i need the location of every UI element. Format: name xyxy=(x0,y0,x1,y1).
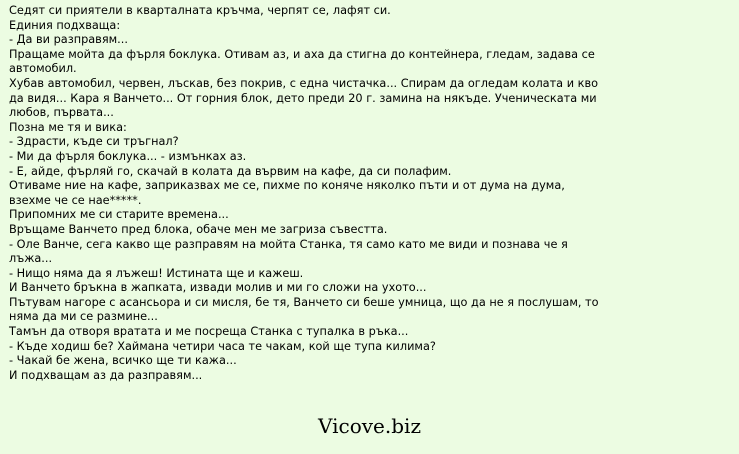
joke-line: - Е, айде, фърляй го, скачай в колата да вървим на кафе, да си полафим. xyxy=(9,164,452,178)
joke-line: Отиваме ние на кафе, заприказвах ме се, пихме по коняче няколко пъти и от дума на дума, xyxy=(9,179,565,193)
joke-line: И подхващам аз да разправям... xyxy=(9,368,203,382)
joke-line: - Къде ходиш бе? Хаймана четири часа те чакам, кой ще тупа килима? xyxy=(9,339,436,353)
joke-line: автомобил. xyxy=(9,62,77,76)
joke-line: Пътувам нагоре с асансьора и си мисля, бе тя, Ванчето си беше умница, що да не я послушам, то xyxy=(9,295,599,309)
joke-line: няма да ми се размине... xyxy=(9,310,158,324)
joke-line: - Здрасти, къде си тръгнал? xyxy=(9,135,179,149)
joke-line: Пращаме мойта да фърля боклука. Отивам аз, и аха да стигна до контейнера, гледам, задава се xyxy=(9,47,595,61)
joke-line: взехме че се нае*****. xyxy=(9,193,142,207)
joke-line: Хубав автомобил, червен, лъскав, без покрив, с една чистачка... Спирам да огледам колата и кво xyxy=(9,76,599,90)
joke-line: Седят си приятели в кварталната кръчма, черпят се, лафят си. xyxy=(9,4,391,17)
joke-line: любов, първата... xyxy=(9,106,114,120)
joke-line: - Чакай бе жена, всичко ще ти кажа... xyxy=(9,354,237,368)
joke-line: Тамън да отворя вратата и ме посреща Станка с тупалка в ръка... xyxy=(9,325,409,339)
joke-line: Припомних ме си старите времена... xyxy=(9,208,229,222)
joke-line: да видя... Кара я Ванчето... От горния блок, дето преди 20 г. замина на някъде. Ученическата ми xyxy=(9,91,597,105)
joke-line: - Да ви разправям... xyxy=(9,33,128,47)
joke-line: Позна ме тя и вика: xyxy=(9,120,127,134)
site-watermark: Vicove.biz xyxy=(318,414,421,438)
joke-line: - Оле Ванче, сега какво ще разправям на мойта Станка, тя само като ме види и познава че я xyxy=(9,237,568,251)
joke-line: Връщаме Ванчето пред блока, обаче мен ме загриза съвестта. xyxy=(9,222,388,236)
joke-line: лъжа... xyxy=(9,252,53,266)
joke-line: - Нищо няма да я лъжеш! Истината ще и кажеш. xyxy=(9,266,304,280)
joke-line: - Ми да фърля боклука... - измънках аз. xyxy=(9,149,247,163)
joke-text xyxy=(9,4,731,383)
joke-line: Единия подхваща: xyxy=(9,18,121,32)
joke-line: И Ванчето бръкна в жапката, извади молив и ми го сложи на ухото... xyxy=(9,281,427,295)
